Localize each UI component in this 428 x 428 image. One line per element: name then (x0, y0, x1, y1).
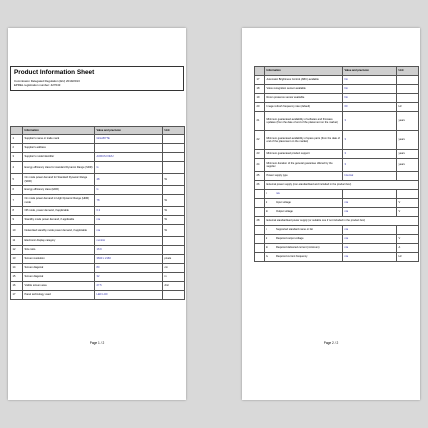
information-cell: Supplier's name or trade mark (23, 135, 95, 144)
information-cell: Screen diagonal (23, 264, 95, 273)
information-cell (265, 253, 343, 262)
row-number: 6 (11, 186, 23, 195)
value-cell: 3 (343, 159, 397, 172)
unit-cell (397, 94, 419, 103)
unit-cell (397, 172, 419, 181)
page-1 (8, 28, 186, 400)
table-row (11, 195, 185, 207)
information-cell: Energy efficiency class for standard Dynamic Range (SDR) (23, 162, 95, 174)
spec-table-page-2 (254, 66, 419, 262)
table-row (255, 150, 419, 159)
information-cell: Minimum duration of the general guarantee offered by the supplier (265, 159, 343, 172)
row-number: 21 (255, 112, 265, 131)
table-row (255, 112, 419, 131)
row-number (255, 199, 265, 208)
table-row (255, 172, 419, 181)
table-header-row (11, 127, 185, 135)
table-row (11, 237, 185, 246)
table-header-row (255, 67, 419, 76)
header-cell-unit: Unit (397, 67, 419, 76)
unit-cell (397, 76, 419, 85)
sub-item-label: Output voltage (276, 210, 293, 214)
section-heading-cell: External standardised power supply (or suitable one if not included in the product box) (265, 217, 419, 226)
row-number: 4 (11, 162, 23, 174)
sub-item-label: Required current frequency (276, 255, 308, 259)
table-row (255, 131, 419, 150)
information-cell: Networked standby mode power demand, if applicable (23, 225, 95, 237)
table-row (255, 235, 419, 244)
page-footer: Page 2 / 2 (323, 341, 339, 345)
information-cell: Image refresh frequency rate (default) (265, 103, 343, 112)
row-number (255, 253, 265, 262)
value-cell: 3 (343, 112, 397, 131)
row-number: 5 (11, 174, 23, 186)
value-cell: Internal (343, 172, 397, 181)
information-cell: Minimum guaranteed availability of spare parts (from the date of end of the placement on the market) (265, 131, 343, 150)
sub-item-index: i (266, 192, 267, 196)
unit-cell: cm (163, 264, 185, 273)
information-cell: Off mode, power demand, if applicable (23, 207, 95, 216)
information-cell: Energy efficiency class (HDR) (23, 186, 95, 195)
row-number: 3 (11, 153, 23, 162)
unit-cell (163, 162, 185, 174)
unit-cell (397, 226, 419, 235)
table-row (255, 159, 419, 172)
page-2 (242, 28, 420, 400)
table-row (11, 162, 185, 174)
information-cell: Size ratio (23, 246, 95, 255)
sub-item-label: n/a (276, 192, 280, 196)
information-cell: Screen diagonal (23, 273, 95, 282)
table-row (11, 174, 185, 186)
value-cell: n/a (343, 226, 397, 235)
table-row (11, 225, 185, 237)
unit-cell: pixels (163, 255, 185, 264)
sub-item-label: Supported standard name or list (276, 228, 313, 232)
value-cell: LED LCD (95, 291, 163, 300)
unit-cell: W (163, 195, 185, 207)
unit-cell (163, 144, 185, 153)
value-cell: GIGABYTE (95, 135, 163, 144)
value-cell: monitor (95, 237, 163, 246)
sub-item-index: ii (266, 237, 268, 241)
header-cell-information: Information (265, 67, 343, 76)
row-number: 2 (11, 144, 23, 153)
row-number: 20 (255, 103, 265, 112)
sub-item-label: Required output voltage (276, 237, 304, 241)
value-cell: G (95, 162, 163, 174)
table-row (255, 253, 419, 262)
information-cell: Voice recognition sensor available (265, 85, 343, 94)
table-row (11, 255, 185, 264)
value-cell (343, 190, 397, 199)
regulation-reference: Commission Delegated Regulation (EU) 2019/2013 (14, 79, 80, 83)
information-cell: Power supply type (265, 172, 343, 181)
value-cell: No (343, 76, 397, 85)
information-cell (265, 226, 343, 235)
information-cell: Minimum guaranteed product support (265, 150, 343, 159)
row-number: 23 (255, 150, 265, 159)
row-number: 10 (11, 225, 23, 237)
table-row (255, 94, 419, 103)
table-row (255, 76, 419, 85)
information-cell: Electronic display category (23, 237, 95, 246)
unit-cell (397, 190, 419, 199)
value-cell: n/a (343, 253, 397, 262)
value-cell: 3 (343, 131, 397, 150)
information-cell (265, 235, 343, 244)
table-row (255, 208, 419, 217)
value-cell: No (343, 85, 397, 94)
unit-cell (163, 291, 185, 300)
value-cell: 78 (95, 195, 163, 207)
table-row (11, 273, 185, 282)
row-number (255, 190, 265, 199)
unit-cell: V (397, 208, 419, 217)
page-title: Product Information Sheet (14, 69, 95, 76)
unit-cell (163, 153, 185, 162)
information-cell: Room presence sensor available (265, 94, 343, 103)
sub-item-index: ii (266, 201, 268, 205)
header-cell-unit: Unit (163, 127, 185, 135)
row-number: 19 (255, 94, 265, 103)
header-cell-number (11, 127, 23, 135)
row-number: 17 (11, 291, 23, 300)
value-cell: 48 (95, 174, 163, 186)
unit-cell: V (397, 199, 419, 208)
table-row (255, 226, 419, 235)
value-cell: 3840 x 2160 (95, 255, 163, 264)
information-cell: Supplier's address (23, 144, 95, 153)
table-row (255, 85, 419, 94)
unit-cell: in (163, 273, 185, 282)
information-cell (265, 244, 343, 253)
header-cell-information: Information (23, 127, 95, 135)
information-cell: Screen resolution (23, 255, 95, 264)
value-cell: 27.5 (95, 282, 163, 291)
value-cell: 0.3 (95, 207, 163, 216)
table-row (255, 190, 419, 199)
unit-cell: dm² (163, 282, 185, 291)
row-number: 1 (11, 135, 23, 144)
unit-cell (163, 237, 185, 246)
row-number (255, 244, 265, 253)
value-cell: n/a (95, 216, 163, 225)
value-cell: n/a (343, 244, 397, 253)
unit-cell: years (397, 159, 419, 172)
unit-cell: V (397, 235, 419, 244)
row-number: 12 (11, 246, 23, 255)
row-number: 9 (11, 216, 23, 225)
row-number (255, 208, 265, 217)
row-number: 7 (11, 195, 23, 207)
information-cell: On mode power demand in High Dynamic Range (HDR) mode (23, 195, 95, 207)
value-cell: n/a (343, 235, 397, 244)
unit-cell: A (397, 244, 419, 253)
header-cell-number (255, 67, 265, 76)
row-number: 17 (255, 76, 265, 85)
title-box (10, 66, 184, 91)
value-cell: n/a (95, 225, 163, 237)
row-number: 16 (11, 282, 23, 291)
unit-cell: W (163, 225, 185, 237)
table-row (11, 264, 185, 273)
value-cell: 3 (343, 150, 397, 159)
header-cell-value: Value and precision (343, 67, 397, 76)
unit-cell: W (163, 216, 185, 225)
table-row (255, 103, 419, 112)
unit-cell (163, 186, 185, 195)
value-cell: No (343, 94, 397, 103)
sub-item-index: i (266, 228, 267, 232)
table-row (11, 291, 185, 300)
table-row (11, 207, 185, 216)
unit-cell (397, 85, 419, 94)
value-cell: n/a (343, 208, 397, 217)
row-number: 24 (255, 159, 265, 172)
value-cell: 16:9 (95, 246, 163, 255)
eprel-number: EPREL registration number: 427043 (14, 83, 61, 88)
unit-cell: years (397, 131, 419, 150)
value-cell: 80 (95, 264, 163, 273)
sub-item-index: iv (266, 255, 268, 259)
row-number: 25 (255, 172, 265, 181)
information-cell (265, 199, 343, 208)
row-number (255, 226, 265, 235)
table-row (11, 216, 185, 225)
row-number: 11 (11, 237, 23, 246)
table-row (11, 246, 185, 255)
row-number: 8 (11, 207, 23, 216)
table-row (255, 181, 419, 190)
table-row (11, 135, 185, 144)
sub-item-label: Input voltage (276, 201, 291, 205)
value-cell (95, 144, 163, 153)
value-cell: G (95, 186, 163, 195)
table-row (11, 144, 185, 153)
unit-cell: W (163, 207, 185, 216)
unit-cell: W (163, 174, 185, 186)
table-row (11, 186, 185, 195)
table-row (255, 217, 419, 226)
table-row (11, 282, 185, 291)
row-number: 18 (255, 85, 265, 94)
row-number: 26 (255, 181, 265, 190)
unit-cell (163, 246, 185, 255)
row-number (255, 235, 265, 244)
value-cell: 32 (95, 273, 163, 282)
table-row (255, 199, 419, 208)
information-cell (265, 208, 343, 217)
spec-table-page-1 (10, 126, 185, 300)
value-cell: 60 (343, 103, 397, 112)
sub-item-index: iii (266, 246, 268, 250)
header-cell-value: Value and precision (95, 127, 163, 135)
row-number: 14 (11, 264, 23, 273)
information-cell: Supplier's model identifier (23, 153, 95, 162)
row-number: 15 (11, 273, 23, 282)
unit-cell: Hz (397, 253, 419, 262)
sub-item-index: iii (266, 210, 268, 214)
row-number: 22 (255, 131, 265, 150)
unit-cell: Hz (397, 103, 419, 112)
row-number: 13 (11, 255, 23, 264)
sub-item-label: Required delivered current (minimum) (276, 246, 320, 250)
information-cell: Standby mode power demand, if applicable (23, 216, 95, 225)
information-cell: Automatic Brightness Control (ABC) available (265, 76, 343, 85)
unit-cell: years (397, 112, 419, 131)
table-row (11, 153, 185, 162)
section-heading-cell: External power supply (non-standardised and included in the product box) (265, 181, 419, 190)
unit-cell (163, 135, 185, 144)
information-cell: Visible screen area (23, 282, 95, 291)
information-cell: Panel technology used (23, 291, 95, 300)
page-footer: Page 1 / 2 (89, 341, 105, 345)
value-cell: AORUS FI32U (95, 153, 163, 162)
table-row (255, 244, 419, 253)
row-number: 28 (255, 217, 265, 226)
information-cell: Minimum guaranteed availability of software and firmware updates (from the date of end of the placement on the market) (265, 112, 343, 131)
information-cell (265, 190, 343, 199)
value-cell: n/a (343, 199, 397, 208)
information-cell: On mode power demand for Standard Dynamic Range (SDR) (23, 174, 95, 186)
unit-cell: years (397, 150, 419, 159)
